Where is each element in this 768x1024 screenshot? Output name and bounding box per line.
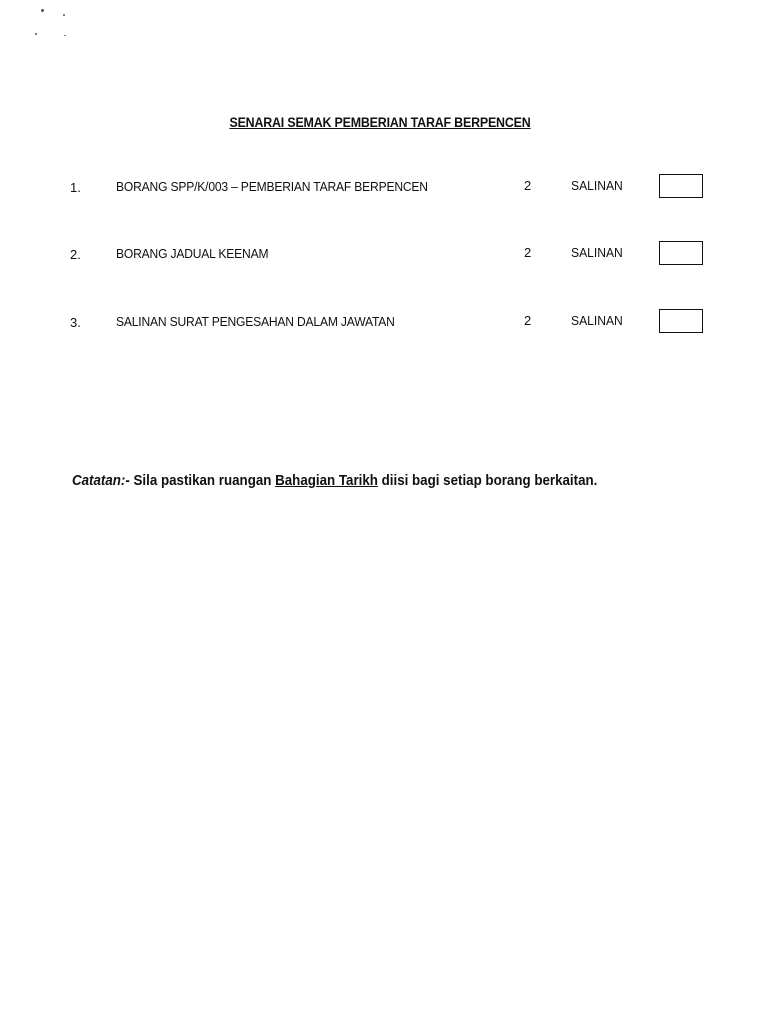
scan-speck bbox=[41, 9, 44, 12]
item-number: 2. bbox=[70, 247, 81, 262]
checklist-item bbox=[0, 309, 768, 337]
checklist-item bbox=[0, 241, 768, 269]
note bbox=[72, 473, 597, 489]
item-checkbox[interactable] bbox=[659, 241, 703, 265]
item-checkbox[interactable] bbox=[659, 174, 703, 198]
item-number: 3. bbox=[70, 315, 81, 330]
note-text-before: Sila pastikan ruangan bbox=[133, 473, 272, 489]
scan-speck bbox=[64, 35, 66, 36]
checklist-item bbox=[0, 174, 768, 202]
scan-speck bbox=[63, 14, 65, 16]
item-unit: SALINAN bbox=[571, 313, 623, 328]
page-title: SENARAI SEMAK PEMBERIAN TARAF BERPENCEN bbox=[229, 115, 531, 130]
item-number: 1. bbox=[70, 180, 81, 195]
note-emphasis: Bahagian Tarikh bbox=[275, 473, 378, 489]
item-description: SALINAN SURAT PENGESAHAN DALAM JAWATAN bbox=[116, 314, 395, 329]
scan-speck bbox=[35, 33, 37, 35]
item-description: BORANG JADUAL KEENAM bbox=[116, 246, 269, 261]
item-quantity: 2 bbox=[524, 178, 532, 193]
item-unit: SALINAN bbox=[571, 245, 623, 260]
note-label: Catatan:- bbox=[72, 473, 130, 489]
item-checkbox[interactable] bbox=[659, 309, 703, 333]
item-quantity: 2 bbox=[524, 245, 532, 260]
item-unit: SALINAN bbox=[571, 178, 623, 193]
item-quantity: 2 bbox=[524, 313, 532, 328]
item-description: BORANG SPP/K/003 – PEMBERIAN TARAF BERPENCEN bbox=[116, 179, 428, 194]
note-text-after: diisi bagi setiap borang berkaitan. bbox=[381, 473, 598, 489]
